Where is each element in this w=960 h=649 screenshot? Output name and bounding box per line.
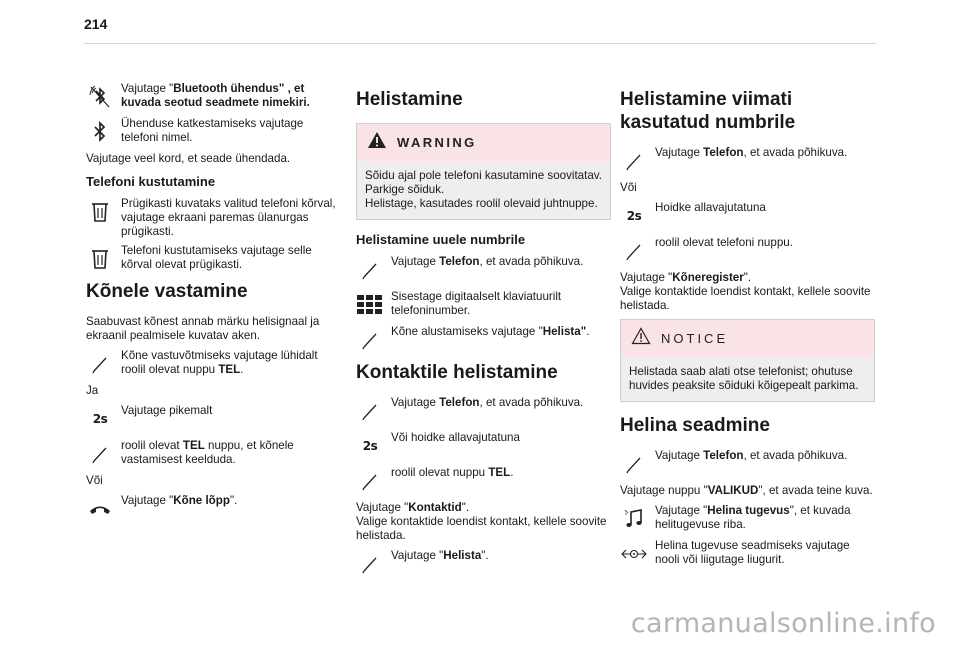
step-bold: Telefon — [703, 449, 744, 462]
column-middle — [356, 82, 611, 584]
step-text: roolil olevat telefoni nuppu. — [655, 236, 793, 249]
long-press-icon — [620, 203, 648, 229]
step-text: . — [586, 325, 590, 338]
hang-up-icon — [86, 496, 114, 522]
step-text: Kõne vastuvõtmiseks vajutage lühidalt roolil olevat nuppu — [121, 349, 318, 376]
step-bold: Helina tugevus — [707, 504, 790, 517]
step-text: Vajutage — [655, 146, 704, 159]
heading-answer-call: Kõnele vastamine — [86, 281, 248, 302]
answer-step-1 — [86, 349, 341, 379]
contact-step-2 — [356, 431, 611, 461]
ring-step-2 — [620, 504, 875, 534]
notice-title: NOTICE — [661, 331, 729, 346]
step-text: Vajutage " — [655, 504, 708, 517]
step-bold: Telefon — [439, 255, 480, 268]
bluetooth-icon — [86, 119, 114, 145]
heading-recent-number: Helistamine viimati kasutatud numbrile — [620, 89, 796, 133]
stylus-icon — [620, 238, 648, 264]
stylus-icon — [86, 351, 114, 377]
step-text: Kõne alustamiseks vajutage " — [391, 325, 543, 338]
header-divider — [84, 43, 876, 44]
step-text: . — [240, 363, 244, 376]
bluetooth-crossed-icon — [86, 84, 114, 110]
heading-delete-phone: Telefoni kustutamine — [86, 174, 216, 189]
new-step-2 — [356, 290, 611, 320]
long-press-label: 2s — [626, 209, 642, 223]
music-note-icon — [620, 506, 648, 532]
long-press-label: 2s — [92, 412, 108, 426]
step-text: Hoidke allavajutatuna — [655, 201, 766, 214]
step-text: Vajutage " — [121, 494, 174, 507]
stylus-icon — [356, 327, 384, 353]
paragraph: Või — [86, 474, 103, 487]
contact-step-3 — [356, 466, 611, 496]
step-text: , et avada põhikuva. — [743, 449, 848, 462]
step-text: Sisestage digitaalselt klaviatuurilt telefoninumber. — [391, 290, 562, 317]
step-bold: TEL — [218, 363, 241, 376]
warning-title: WARNING — [397, 135, 477, 150]
heading-ringtone: Helina seadmine — [620, 415, 770, 436]
step-bold: Bluetooth ühendus" , et kuvada seotud seadmete nimekiri. — [121, 82, 310, 109]
warning-triangle-icon — [367, 131, 387, 154]
recent-step-3 — [620, 236, 875, 266]
warning-box — [356, 123, 611, 220]
step-text: Vajutage — [655, 449, 704, 462]
para-bold: Kontaktid — [408, 501, 462, 514]
stylus-icon — [620, 148, 648, 174]
trash-icon — [86, 199, 114, 225]
column-left — [86, 82, 341, 529]
step-text: Või hoidke allavajutatuna — [391, 431, 520, 444]
trash-icon — [86, 246, 114, 272]
stylus-icon — [620, 451, 648, 477]
answer-step-2 — [86, 404, 341, 434]
step-text: roolil olevat nuppu — [391, 466, 489, 479]
warning-header — [357, 124, 610, 161]
step-text: Helina tugevuse seadmiseks vajutage nooli või liigutage liugurit. — [655, 539, 850, 566]
step-text: , et avada põhikuva. — [479, 255, 584, 268]
stylus-icon — [356, 468, 384, 494]
para-text: Vajutage " — [620, 271, 673, 284]
notice-box — [620, 319, 875, 402]
bluetooth-disconnect-step — [86, 117, 341, 147]
recent-step-2 — [620, 201, 875, 231]
step-text: , et avada põhikuva. — [743, 146, 848, 159]
para-bold: VALIKUD — [707, 484, 759, 497]
stylus-icon — [86, 441, 114, 467]
step-text: Vajutage pikemalt — [121, 404, 213, 417]
step-text: Vajutage — [391, 255, 440, 268]
step-text: Vajutage " — [121, 82, 174, 95]
para-bold: Kõneregister — [672, 271, 744, 284]
step-text: ". — [481, 549, 489, 562]
contact-step-1 — [356, 396, 611, 426]
slider-arrows-icon — [620, 541, 648, 567]
page-number: 214 — [84, 16, 108, 32]
step-bold: Helista" — [542, 325, 587, 338]
long-press-icon — [356, 433, 384, 459]
stylus-icon — [356, 257, 384, 283]
keypad-icon — [356, 292, 384, 318]
step-bold: TEL — [182, 439, 205, 452]
step-text: Vajutage " — [391, 549, 444, 562]
ring-step-1 — [620, 449, 875, 479]
delete-step-1 — [86, 197, 341, 239]
step-text: ". — [229, 494, 238, 507]
bluetooth-list-step — [86, 82, 341, 112]
notice-body: Helistada saab alati otse telefonist; ohutuse huvides peaksite sõiduki kõigepealt parkima. — [621, 357, 874, 401]
step-text: Prügikasti kuvataks valitud telefoni kõrval, vajutage ekraani paremas ülanurgas prügikasti. — [121, 197, 336, 238]
para-text: ". Valige kontaktide loendist kontakt, kellele soovite helistada. — [620, 271, 871, 312]
step-bold: TEL — [488, 466, 511, 479]
step-text: nuppu, et kõnele vastamisest keelduda. — [121, 439, 294, 466]
paragraph: Vajutage veel kord, et seade ühendada. — [86, 152, 291, 165]
paragraph — [356, 501, 611, 543]
stylus-icon — [356, 398, 384, 424]
paragraph: Saabuvast kõnest annab märku helisignaal ja ekraanil pealmisele kuvatav aken. — [86, 315, 320, 342]
para-text: ", et avada teine kuva. — [758, 484, 873, 497]
answer-step-3 — [86, 439, 341, 469]
heading-call-contact: Kontaktile helistamine — [356, 362, 558, 383]
watermark: carmanualsonline.info — [630, 608, 936, 639]
warning-body: Sõidu ajal pole telefoni kasutamine soovitatav. Parkige sõiduk. Helistage, kasutades roolil olevaid juhtnuppe. — [357, 161, 610, 219]
paragraph — [620, 484, 875, 498]
paragraph — [620, 271, 875, 313]
stylus-icon — [356, 551, 384, 577]
step-text: ", et kuvada helitugevuse riba. — [655, 504, 851, 531]
notice-triangle-icon — [631, 327, 651, 350]
para-text: Vajutage " — [356, 501, 409, 514]
column-right — [620, 82, 875, 574]
paragraph: Ja — [86, 384, 99, 397]
step-bold: Helista — [443, 549, 482, 562]
step-bold: Kõne lõpp — [173, 494, 230, 507]
long-press-label: 2s — [362, 439, 378, 453]
contact-step-4 — [356, 549, 611, 579]
new-step-3 — [356, 325, 611, 347]
para-text: Vajutage nuppu " — [620, 484, 708, 497]
step-text: roolil olevat — [121, 439, 183, 452]
step-text: Vajutage — [391, 396, 440, 409]
step-text: . — [510, 466, 514, 479]
answer-step-4 — [86, 494, 341, 524]
long-press-icon — [86, 406, 114, 432]
heading-new-number: Helistamine uuele numbrile — [356, 232, 526, 247]
para-text: ". Valige kontaktide loendist kontakt, kellele soovite helistada. — [356, 501, 607, 542]
step-text: Telefoni kustutamiseks vajutage selle kõrval olevat prügikasti. — [121, 244, 312, 271]
heading-calling: Helistamine — [356, 89, 463, 110]
paragraph: Või — [620, 181, 637, 194]
step-text: , et avada põhikuva. — [479, 396, 584, 409]
delete-step-2 — [86, 244, 341, 274]
recent-step-1 — [620, 146, 875, 176]
step-text: Ühenduse katkestamiseks vajutage telefoni nimel. — [121, 117, 304, 144]
notice-header — [621, 320, 874, 357]
step-bold: Telefon — [439, 396, 480, 409]
new-step-1 — [356, 255, 611, 285]
step-bold: Telefon — [703, 146, 744, 159]
ring-step-3 — [620, 539, 875, 569]
